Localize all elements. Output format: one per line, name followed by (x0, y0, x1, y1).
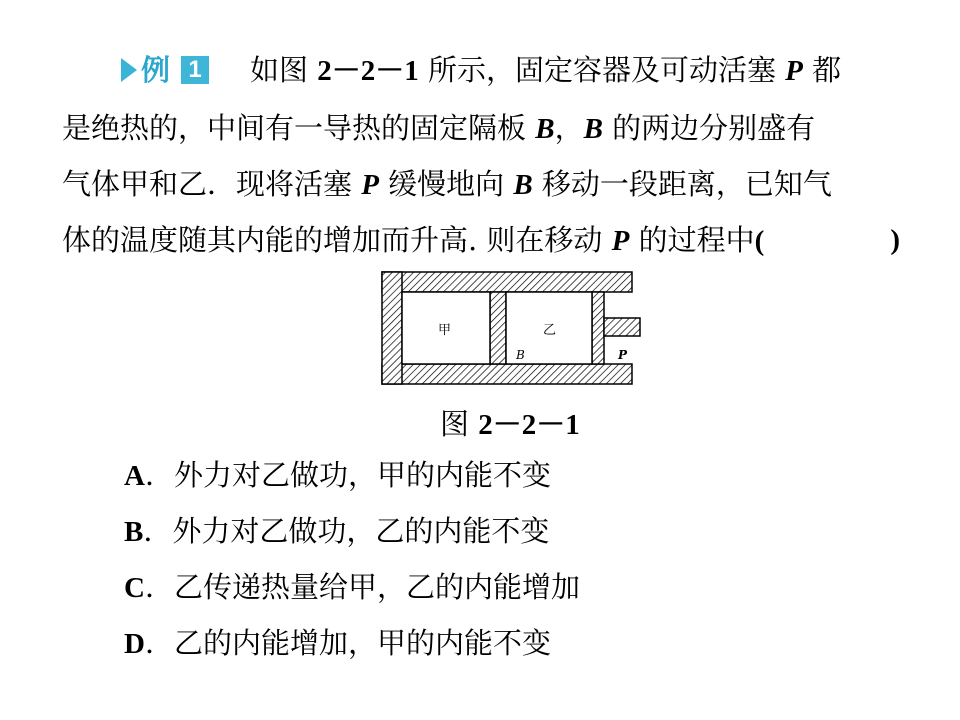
option-c[interactable] (124, 569, 580, 606)
option-d[interactable] (124, 625, 551, 662)
question-line-3: 气体甲和乙．现将活塞 P 缓慢地向 B 移动一段距离，已知气 (62, 167, 832, 201)
figure-caption: 图 2－2－1 (440, 407, 580, 441)
piston-p (592, 292, 640, 364)
badge-word: 例 (141, 53, 171, 87)
gas-yi-label: 乙 (543, 323, 557, 338)
question-line-4: 体的温度随其内能的增加而升高. 则在移动 P 的过程中( ) (62, 223, 900, 257)
option-text: ．乙的内能增加，甲的内能不变 (144, 626, 551, 660)
option-b[interactable] (124, 513, 549, 550)
badge-number: 1 (181, 56, 209, 84)
triangle-icon (121, 58, 137, 82)
option-text: ．乙传递热量给甲，乙的内能增加 (144, 570, 580, 604)
option-letter: C (124, 572, 145, 604)
partition-b-label: B (516, 348, 525, 362)
partition-b (490, 292, 506, 364)
example-badge (121, 52, 217, 88)
question-line-1: 如图 2－2－1 所示，固定容器及可动活塞 P 都 (250, 53, 842, 87)
option-letter: D (124, 628, 145, 660)
question-line-2: 是绝热的，中间有一导热的固定隔板 B，B 的两边分别盛有 (62, 111, 816, 145)
option-text: ．外力对乙做功，乙的内能不变 (143, 514, 550, 548)
container-diagram (380, 270, 642, 390)
option-text: ．外力对乙做功，甲的内能不变 (144, 458, 551, 492)
piston-p-label: P (618, 348, 628, 362)
option-letter: B (124, 516, 144, 548)
gas-jia-label: 甲 (438, 323, 452, 338)
option-letter: A (124, 460, 145, 492)
option-a[interactable] (124, 457, 551, 494)
